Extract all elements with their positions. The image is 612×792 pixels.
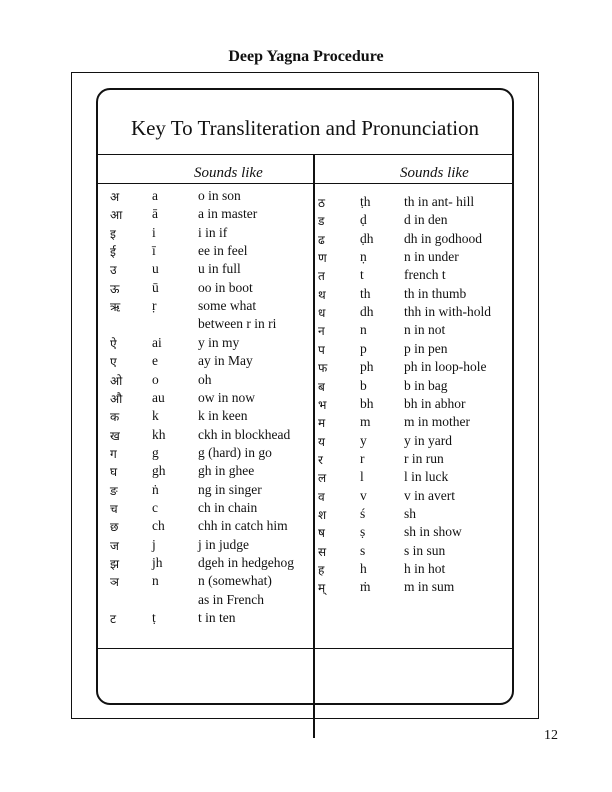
pronunciation: ee in feel xyxy=(198,243,248,259)
roman-letter: i xyxy=(152,224,156,240)
roman-letter: ṭh xyxy=(360,194,371,209)
pronunciation: th in thumb xyxy=(404,285,467,301)
devanagari-letter: म xyxy=(318,416,326,431)
pronunciation: t in ten xyxy=(198,610,236,626)
devanagari-letter: झ xyxy=(110,557,120,571)
pronunciation: v in avert xyxy=(404,487,455,503)
pronunciation: dh in godhood xyxy=(404,230,483,246)
devanagari-letter: स xyxy=(318,544,327,559)
devanagari-letter: क xyxy=(110,410,120,425)
pronunciation: as in French xyxy=(198,591,264,607)
devanagari-letter: ढ xyxy=(318,232,325,247)
roman-letter: ū xyxy=(152,279,159,295)
pronunciation: m in sum xyxy=(404,579,455,595)
roman-letter: ṅ xyxy=(152,481,159,497)
devanagari-letter: औ xyxy=(110,391,123,406)
roman-letter: ṭ xyxy=(152,610,156,626)
pronunciation: ckh in blockhead xyxy=(198,426,291,442)
pronunciation: o in son xyxy=(198,188,241,203)
devanagari-letter: ड xyxy=(318,214,325,229)
devanagari-letter: ल xyxy=(318,471,327,486)
roman-letter: j xyxy=(152,536,156,552)
devanagari-letter: ञ xyxy=(110,575,119,590)
roman-letter: e xyxy=(152,353,158,369)
page-number: 12 xyxy=(544,728,558,743)
pronunciation: between r in ri xyxy=(198,316,277,332)
devanagari-letter: ए xyxy=(110,355,117,370)
pronunciation: y in yard xyxy=(404,432,452,448)
devanagari-letter: आ xyxy=(110,208,123,223)
roman-letter: b xyxy=(360,377,367,393)
roman-letter: ṛ xyxy=(152,298,157,314)
devanagari-letter: ङ xyxy=(110,483,118,498)
devanagari-letter: इ xyxy=(110,226,116,241)
pronunciation: m in mother xyxy=(404,414,470,430)
devanagari-letter: ई xyxy=(110,245,116,260)
page-header: Deep Yagna Procedure xyxy=(228,48,384,65)
roman-letter: a xyxy=(152,188,158,203)
devanagari-letter: घ xyxy=(110,465,118,480)
devanagari-letter: ज xyxy=(110,538,119,553)
pronunciation: thh in with-hold xyxy=(404,304,491,320)
pronunciation: oo in boot xyxy=(198,279,253,295)
devanagari-letter: य xyxy=(318,434,325,449)
devanagari-letter: ध xyxy=(318,306,326,321)
roman-letter: ph xyxy=(360,359,374,375)
pronunciation: b in bag xyxy=(404,377,448,393)
pronunciation: d in den xyxy=(404,212,448,228)
roman-letter: th xyxy=(360,285,371,301)
roman-letter: ṣ xyxy=(360,524,366,540)
roman-letter: m xyxy=(360,414,371,430)
roman-letter: u xyxy=(152,261,159,277)
pronunciation: ay in May xyxy=(198,353,253,369)
pronunciation: j in judge xyxy=(198,536,249,552)
pronunciation: n in not xyxy=(404,322,446,338)
roman-letter: r xyxy=(360,450,365,466)
roman-letter: ī xyxy=(152,243,156,259)
pronunciation: l in luck xyxy=(404,469,449,485)
devanagari-letter: म् xyxy=(318,581,326,596)
roman-letter: o xyxy=(152,371,159,387)
pronunciation: french t xyxy=(404,267,446,283)
devanagari-letter: ऐ xyxy=(110,336,117,351)
devanagari-letter: त xyxy=(318,269,325,284)
devanagari-letter: ग xyxy=(110,446,117,461)
pronunciation: oh xyxy=(198,371,212,387)
pronunciation: n (somewhat) xyxy=(198,573,272,589)
roman-letter: gh xyxy=(152,463,166,479)
pronunciation: h in hot xyxy=(404,561,446,576)
pronunciation: some what xyxy=(198,298,257,314)
pronunciation: dgeh in hedgehog xyxy=(198,555,294,570)
devanagari-letter: ष xyxy=(318,526,325,541)
devanagari-letter: च xyxy=(110,501,118,516)
roman-letter: l xyxy=(360,469,364,485)
pronunciation: p in pen xyxy=(404,340,448,356)
pronunciation: sh xyxy=(404,505,417,521)
devanagari-letter: ब xyxy=(318,379,325,394)
devanagari-letter: फ xyxy=(318,361,328,376)
devanagari-letter: ह xyxy=(318,563,325,577)
pronunciation: a in master xyxy=(198,206,258,222)
roman-letter: p xyxy=(360,340,367,356)
roman-letter: t xyxy=(360,267,364,283)
roman-letter: ḍh xyxy=(360,230,374,246)
devanagari-letter: ओ xyxy=(110,373,123,388)
devanagari-letter: व xyxy=(318,489,325,504)
devanagari-letter: ख xyxy=(110,428,120,443)
devanagari-letter: ठ xyxy=(318,196,325,210)
devanagari-letter: ऊ xyxy=(110,281,120,296)
roman-letter: bh xyxy=(360,395,374,411)
devanagari-letter: उ xyxy=(110,263,117,278)
roman-letter: v xyxy=(360,487,367,503)
roman-letter: kh xyxy=(152,426,166,442)
devanagari-letter: अ xyxy=(110,190,120,204)
devanagari-letter: न xyxy=(318,324,325,339)
footer-divider xyxy=(98,648,512,649)
title-divider xyxy=(98,154,512,155)
devanagari-letter: छ xyxy=(110,520,119,535)
pronunciation: i in if xyxy=(198,224,228,240)
pronunciation: g (hard) in go xyxy=(198,444,272,460)
roman-letter: ḍ xyxy=(360,212,367,228)
pronunciation: s in sun xyxy=(404,542,446,558)
pronunciation: th in ant- hill xyxy=(404,194,475,209)
roman-letter: k xyxy=(152,408,159,424)
roman-letter: n xyxy=(360,322,367,338)
devanagari-letter: ऋ xyxy=(110,300,121,315)
pronunciation: ph in loop-hole xyxy=(404,359,487,375)
devanagari-letter: भ xyxy=(318,397,327,412)
pronunciation: y in my xyxy=(198,334,240,350)
roman-letter: dh xyxy=(360,304,374,320)
pronunciation: k in keen xyxy=(198,408,248,424)
roman-letter: ch xyxy=(152,518,165,534)
pronunciation: ow in now xyxy=(198,389,255,405)
roman-letter: au xyxy=(152,389,165,405)
roman-letter: n xyxy=(152,573,159,589)
roman-letter: ā xyxy=(152,206,158,222)
pronunciation: ng in singer xyxy=(198,481,262,497)
roman-letter: g xyxy=(152,444,159,460)
left-column-header: Sounds like xyxy=(194,165,263,181)
transliteration-card xyxy=(96,88,514,705)
roman-letter: ai xyxy=(152,334,162,350)
devanagari-letter: ण xyxy=(318,251,327,266)
roman-letter: h xyxy=(360,561,367,576)
roman-letter: jh xyxy=(152,555,163,570)
roman-letter: ś xyxy=(360,505,366,521)
pronunciation: r in run xyxy=(404,450,444,466)
devanagari-letter: ट xyxy=(110,612,117,627)
devanagari-letter: र xyxy=(318,452,323,467)
header-divider xyxy=(98,183,512,184)
pronunciation: chh in catch him xyxy=(198,518,288,534)
pronunciation: ch in chain xyxy=(198,499,258,515)
right-column-header: Sounds like xyxy=(400,165,469,181)
roman-letter: ṁ xyxy=(360,579,371,595)
devanagari-letter: प xyxy=(318,342,325,357)
devanagari-letter: श xyxy=(318,507,327,522)
roman-letter: s xyxy=(360,542,366,558)
card-title: Key To Transliteration and Pronunciation xyxy=(130,116,480,140)
roman-letter: y xyxy=(360,432,367,448)
pronunciation: u in full xyxy=(198,261,241,277)
pronunciation: bh in abhor xyxy=(404,395,466,411)
column-divider xyxy=(313,154,315,738)
pronunciation: gh in ghee xyxy=(198,463,255,479)
pronunciation: sh in show xyxy=(404,524,462,540)
pronunciation: n in under xyxy=(404,249,459,265)
roman-letter: ṇ xyxy=(360,249,367,265)
roman-letter: c xyxy=(152,499,158,515)
devanagari-letter: थ xyxy=(318,287,326,302)
